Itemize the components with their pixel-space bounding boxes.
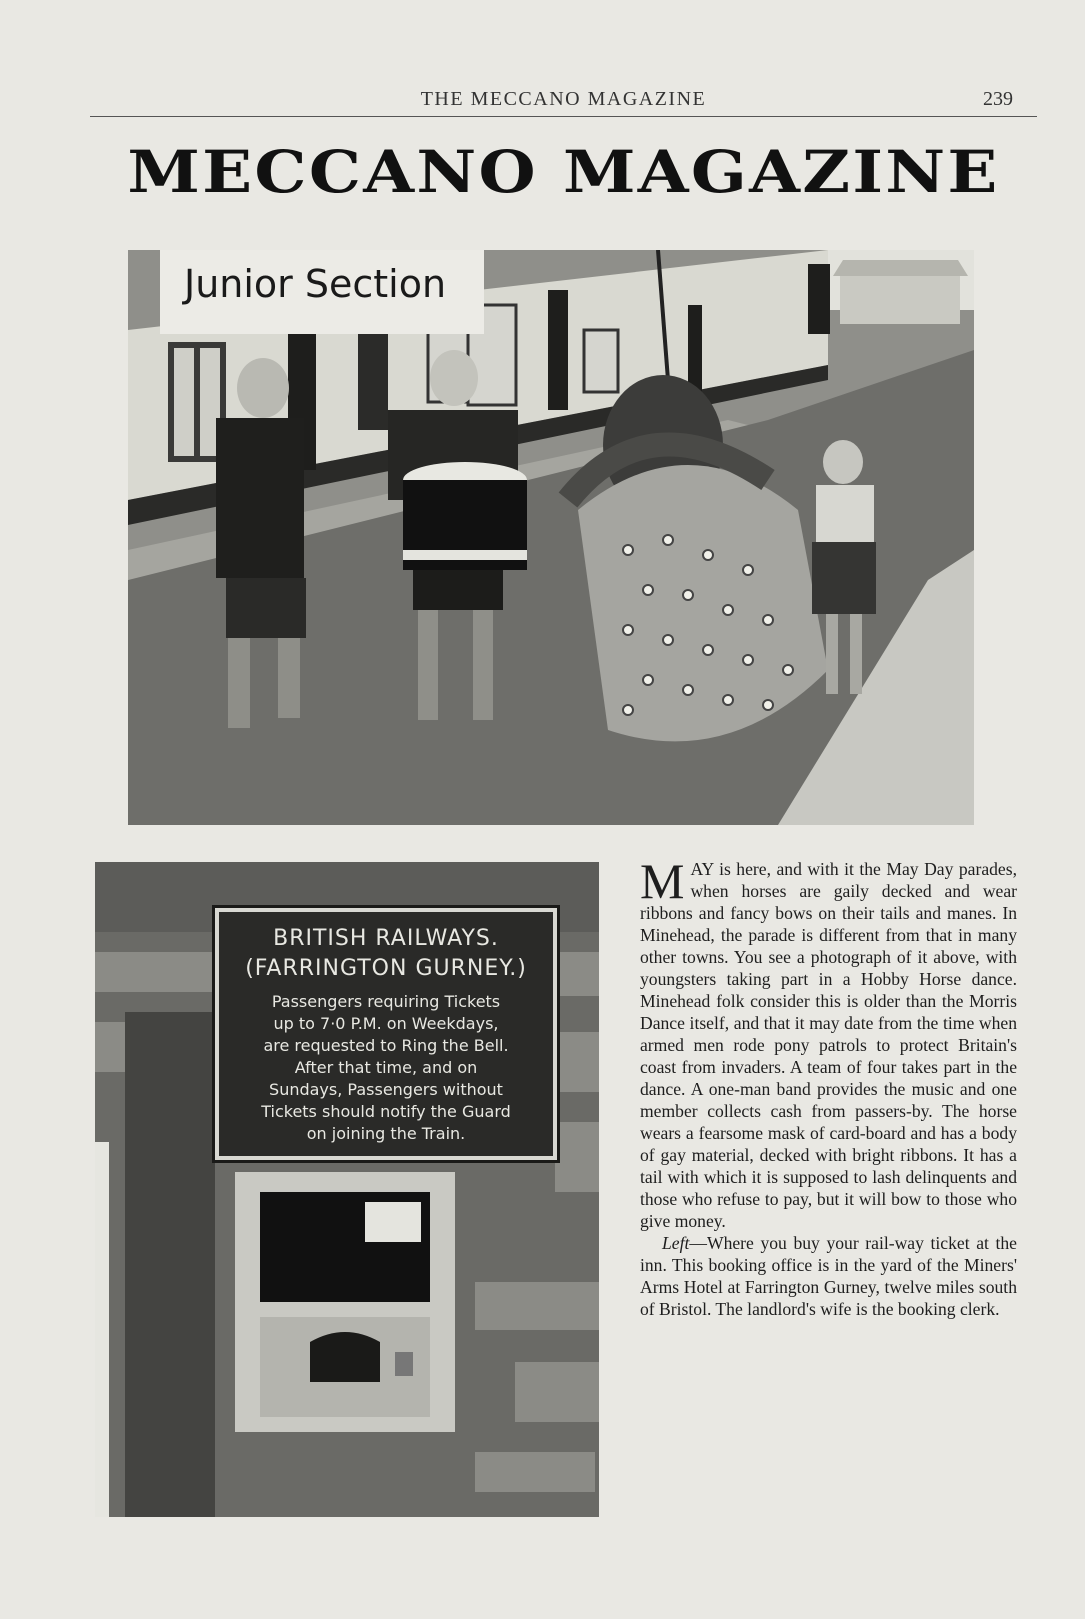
section-tab xyxy=(160,250,484,334)
running-header xyxy=(90,86,1037,117)
running-title: THE MECCANO MAGAZINE xyxy=(420,88,707,110)
sign-line: Sundays, Passengers without xyxy=(269,1080,503,1099)
article-paragraph xyxy=(640,853,1017,1232)
sign-line: up to 7·0 P.M. on Weekdays, xyxy=(273,1014,499,1033)
section-label: Junior Section xyxy=(184,262,447,306)
sign-line: on joining the Train. xyxy=(306,1124,466,1143)
drop-cap: M xyxy=(640,853,685,909)
paragraph-text: AY is here, and with it the May Day parades, when horses are gaily decked and wear ribbons and fancy bows on their tails and manes. In Minehead, the parade is different from that in many other towns. You see a photograph of it above, with youngsters taking part in a Hobby Horse dance. Minehead folk consider this is older than the Morris Dance itself, and that it may date from the time when armed men rode pony patrols to protect Britain's coast from invaders. A team of four takes part in the dance. A one-man band provides the music and one member collects cash from passers-by. The horse wears a fearsome mask of card-board and has a body of gay material, decked with bright ribbons. It has a tail with which it is supposed to lash delinquents and those who refuse to pay, but it will bow to those who give money. xyxy=(640,859,1017,1231)
sign-line: Tickets should notify the Guard xyxy=(261,1102,511,1121)
sign-line: (FARRINGTON GURNEY.) xyxy=(245,956,527,981)
article-body xyxy=(640,853,1017,1320)
hobby-horse-photo-illustration xyxy=(128,250,974,825)
page-number: 239 xyxy=(983,88,1013,110)
sign-line: After that time, and on xyxy=(294,1058,478,1077)
sign-line: BRITISH RAILWAYS. xyxy=(273,926,499,951)
railway-notice-sign xyxy=(215,908,557,1160)
caption-text: —Where you buy your rail-way ticket at the inn. This booking office is in the yard of the Miners' Arms Hotel at Farrington Gurney, twelve miles south of Bristol. The landlord's wife is the booking clerk. xyxy=(640,1233,1017,1319)
booking-office-photo xyxy=(95,862,599,1517)
caption-lead: Left xyxy=(662,1233,690,1253)
sign-line: Passengers requiring Tickets xyxy=(271,992,501,1011)
sign-line: are requested to Ring the Bell. xyxy=(263,1036,509,1055)
hobby-horse-photo xyxy=(128,250,974,825)
photo-caption xyxy=(640,1232,1017,1320)
masthead-title: MECCANO MAGAZINE xyxy=(127,138,1000,206)
